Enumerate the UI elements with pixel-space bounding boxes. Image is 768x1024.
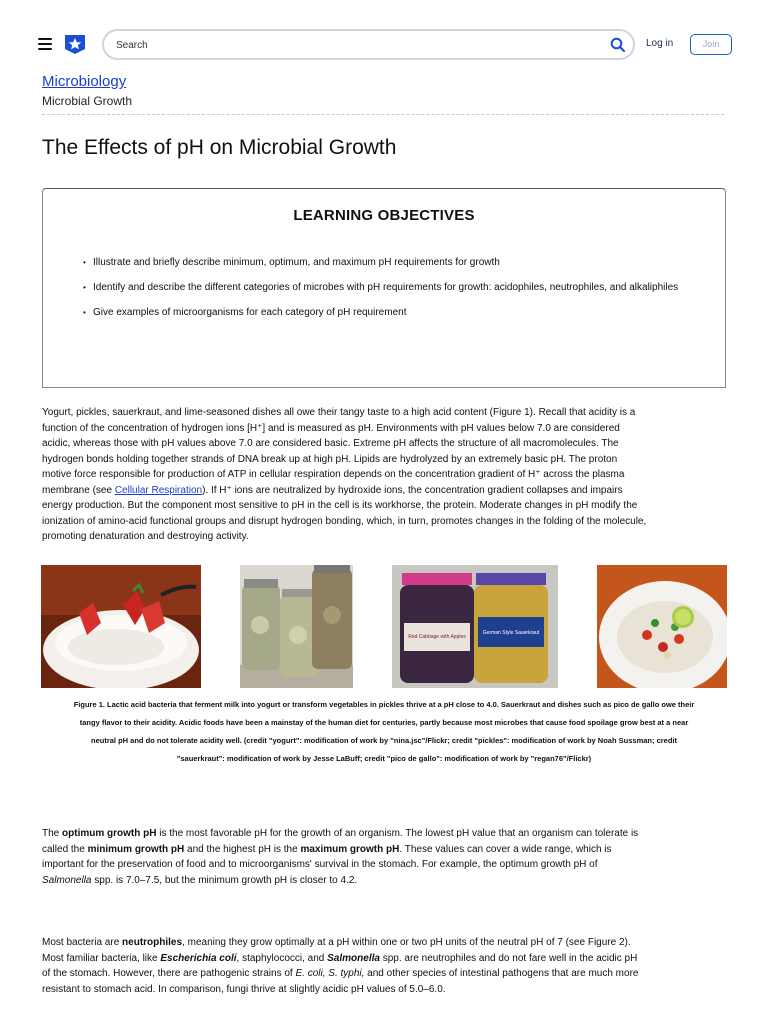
jar-label-left: Red Cabbage with Apples (408, 634, 466, 640)
species-name: Salmonella (327, 952, 380, 964)
join-button[interactable]: Join (690, 34, 732, 55)
para-text: Most bacteria are (42, 937, 123, 948)
term-minimum-growth-ph: minimum growth pH (87, 843, 185, 855)
para-text: is the most favorable pH for the growth of an organism. The lowest pH value that an organism can tolerate is called the (42, 828, 639, 855)
figure-1-images (0, 565, 768, 688)
login-link[interactable]: Log in (646, 38, 674, 49)
search-icon[interactable] (609, 36, 627, 54)
sauerkraut-image (392, 565, 558, 688)
learning-objectives-box (42, 188, 726, 388)
divider (42, 114, 724, 115)
pico-de-gallo-image (597, 565, 727, 688)
body-paragraph-3 (42, 935, 648, 997)
star-logo-icon[interactable] (63, 33, 87, 55)
para-text: ). If H⁺ ions are neutralized by hydroxide ions, the concentration gradient collapses and impairs energy production. But the component most sensitive to pH in the cell is its workhorse, the protein. Moderate changes in pH modify the ionization of amino-acid functional groups and disrupt hydrogen bonding, which, in turn, promotes changes in the folding of the molecule, promoting denaturation and destroying activity. (42, 484, 647, 542)
breadcrumb-subject-link[interactable]: Microbiology (42, 73, 127, 90)
term-optimum-growth-ph: optimum growth pH (62, 828, 157, 839)
species-name: Escherichia coli (160, 952, 237, 964)
figure-1-caption: Figure 1. Lactic acid bacteria that ferment milk into yogurt or transform vegetables in pickles thrive at a pH close to 4.0. Sauerkraut and dishes such as pico de gallo owe their tangy flavor to their acidity. Acidic foods have been a mainstay of the human diet for centuries, partly because most microbes that cause food spoilage grow best at a near neutral pH and do not tolerate acidity well. (credit "yogurt": modification of work by "nina.jsc"/Flickr; credit "pickles": modification of work by Noah Sussman; credit "sauerkraut": modification of work by Jesse LaBuff; credit "pico de gallo": modification of work by "regan76"/Flickr) (73, 700, 695, 763)
yogurt-image (41, 565, 201, 688)
species-name: Salmonella (42, 874, 92, 886)
term-maximum-growth-ph: maximum growth pH (300, 843, 400, 855)
para-text: and the highest pH is the (184, 843, 301, 855)
para-text: and other species of intestinal pathogens that are much more resistant to stomach acid. In comparison, fungi thrive at slightly acidic pH values of 5.0–6.0. (42, 968, 639, 995)
species-name: E. coli, S. typhi, (295, 968, 365, 979)
objectives-title: LEARNING OBJECTIVES (293, 207, 475, 224)
body-paragraph-2 (42, 826, 648, 888)
objective-item: • Give examples of microorganisms for each category of pH requirement (93, 305, 693, 320)
objective-item: • Identify and describe the different categories of microbes with pH requirements for growth: acidophiles, neutrophiles, and alkaliphiles (93, 280, 693, 295)
para-text: Yogurt, pickles, sauerkraut, and lime-seasoned dishes all owe their tangy taste to a high acid content (Figure 1). Recall that acidity is a function of the concentration of hydrogen ions [H⁺] and is measured as pH. Environments with pH values below 7.0 are considered acidic, whereas those with pH values above 7.0 are considered basic. Extreme pH affects the structure of all macromolecules. The hydrogen bonds holding together strands of DNA break up at high pH. Lipids are hydrolyzed by an extremely basic pH. The proton motive force responsible for production of ATP in cellular respiration depends on the concentration gradient of H⁺ across the plasma membrane (see (42, 407, 636, 496)
objective-item: • Illustrate and briefly describe minimum, optimum, and maximum pH requirements for growth (93, 255, 693, 270)
search-bar (102, 29, 635, 60)
body-paragraph-1 (42, 405, 648, 545)
breadcrumb-chapter: Microbial Growth (42, 94, 133, 108)
para-text: , staphylococci, and (236, 952, 328, 964)
term-neutrophiles: neutrophiles (122, 937, 183, 948)
jar-label-right: German Style Sauerkraut (482, 630, 540, 636)
para-text: spp. is 7.0–7.5, but the minimum growth pH is closer to 4.2. (91, 874, 358, 886)
cellular-respiration-link[interactable]: Cellular Respiration (114, 484, 203, 496)
para-text: , meaning they grow optimally at a pH within one or two pH units of the neutral pH of 7 (see Figure 2). Most familiar bacteria, like (42, 937, 631, 964)
pickles-image (240, 565, 353, 688)
para-text: The (42, 828, 63, 839)
search-input[interactable] (116, 36, 596, 54)
menu-icon[interactable] (38, 38, 52, 50)
page-title: The Effects of pH on Microbial Growth (42, 136, 397, 159)
para-text: . These values can cover a wide range, which is important for the preservation of food and to microorganisms' survival in the stomach. For example, the optimum growth pH of (42, 843, 612, 870)
para-text: spp. are neutrophiles and do not fare well in the acidic pH of the stomach. However, there are pathogenic strains of (42, 952, 638, 979)
objectives-list (93, 255, 693, 330)
